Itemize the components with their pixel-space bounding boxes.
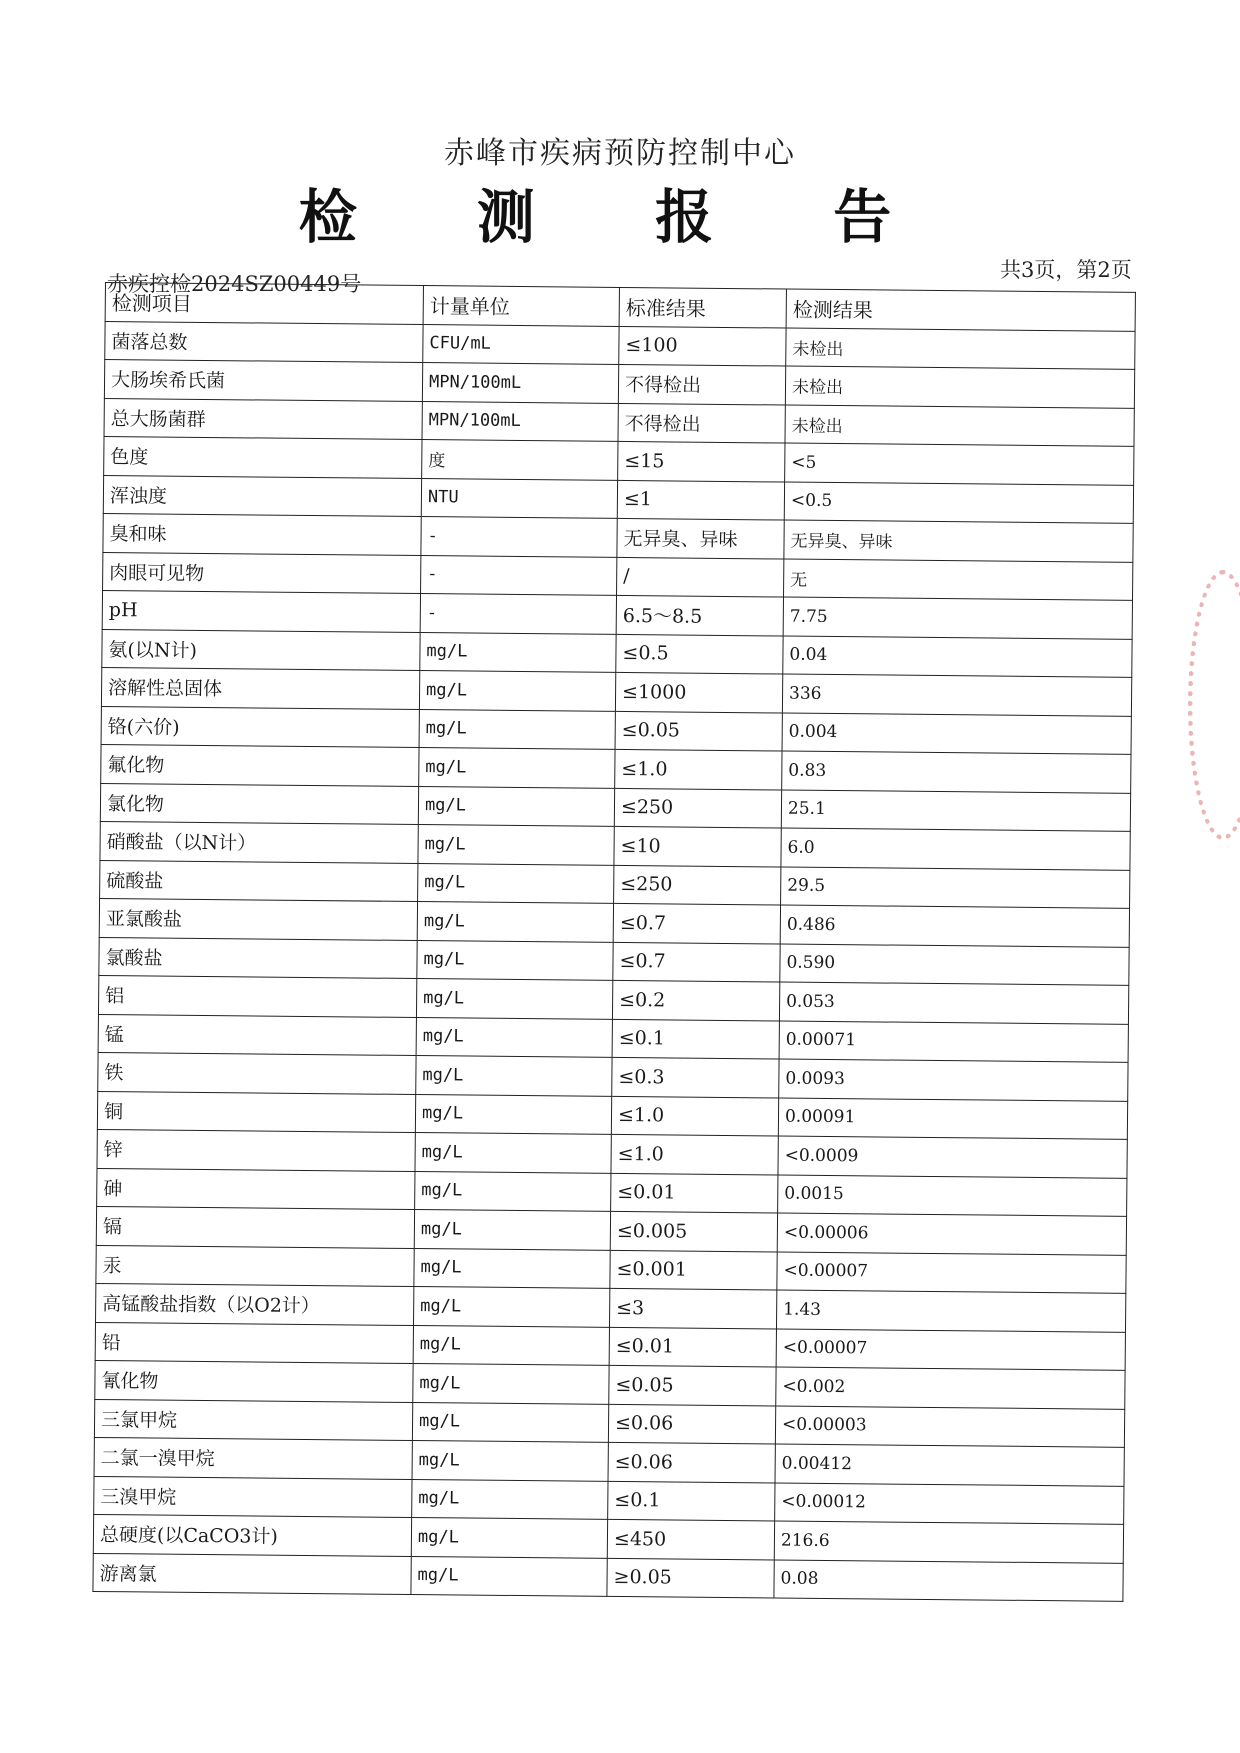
standard-cell: ≤0.001 [610, 1250, 777, 1290]
item-name-cell: 砷 [97, 1168, 415, 1210]
standard-cell: ≤0.06 [608, 1442, 775, 1482]
item-name-cell: 肉眼可见物 [103, 552, 421, 594]
column-header-result: 检测结果 [786, 289, 1135, 331]
unit-cell: mg/L [420, 632, 616, 672]
result-cell: 0.004 [782, 713, 1131, 755]
result-cell: 0.053 [779, 982, 1128, 1024]
result-cell: 0.0093 [779, 1059, 1128, 1101]
item-name-cell: 浑浊度 [103, 475, 421, 517]
standard-cell: ≤1.0 [611, 1096, 778, 1136]
result-cell: 25.1 [781, 790, 1130, 832]
unit-cell: mg/L [411, 1518, 607, 1558]
result-cell: 1.43 [776, 1290, 1125, 1332]
page-info: 共3页，第2页 [1000, 258, 1132, 282]
standard-cell: ≤0.005 [610, 1211, 777, 1251]
item-name-cell: 高锰酸盐指数（以O2计） [96, 1283, 414, 1325]
item-name-cell: 铝 [98, 975, 416, 1017]
standard-cell: 6.5～8.5 [616, 595, 783, 635]
column-header-item: 检测项目 [105, 283, 423, 325]
result-cell: 0.00071 [779, 1021, 1128, 1063]
item-name-cell: 臭和味 [103, 513, 421, 555]
item-name-cell: 三溴甲烷 [94, 1476, 412, 1518]
standard-cell: ≤0.7 [613, 903, 780, 943]
standard-cell: ≤0.05 [615, 711, 782, 751]
unit-cell: mg/L [415, 1171, 611, 1211]
organization-name: 赤峰市疾病预防控制中心 [444, 136, 796, 171]
standard-cell: / [617, 557, 784, 597]
item-name-cell: 大肠埃希氏菌 [104, 360, 422, 402]
column-header-standard: 标准结果 [619, 287, 786, 327]
standard-cell: ≤0.1 [608, 1481, 775, 1521]
standard-cell: ≤250 [614, 865, 781, 905]
result-cell: <0.00007 [777, 1251, 1126, 1293]
item-name-cell: 氯酸盐 [99, 937, 417, 979]
item-name-cell: 亚氯酸盐 [99, 898, 417, 940]
item-name-cell: 游离氯 [93, 1553, 411, 1595]
unit-cell: - [421, 555, 617, 595]
unit-cell: mg/L [419, 671, 615, 711]
standard-cell: ≤1000 [615, 672, 782, 712]
results-sheet [92, 282, 1135, 1602]
column-header-unit: 计量单位 [423, 286, 619, 326]
unit-cell: mg/L [419, 748, 615, 788]
result-cell: 未检出 [786, 328, 1135, 370]
standard-cell: ≤0.2 [612, 980, 779, 1020]
item-name-cell: 色度 [104, 436, 422, 478]
standard-cell: ≤450 [607, 1519, 774, 1559]
unit-cell: mg/L [412, 1441, 608, 1481]
standard-cell: ≤1 [617, 480, 784, 520]
standard-cell: ≤10 [614, 826, 781, 866]
standard-cell: ≤0.05 [609, 1365, 776, 1405]
item-name-cell: 总大肠菌群 [104, 398, 422, 440]
unit-cell: mg/L [413, 1325, 609, 1365]
result-cell: <0.00012 [775, 1482, 1124, 1524]
unit-cell: mg/L [419, 709, 615, 749]
standard-cell: ≤0.01 [611, 1173, 778, 1213]
standard-cell: 不得检出 [618, 364, 785, 404]
item-name-cell: 氨(以N计) [102, 629, 420, 671]
result-cell: <0.00003 [775, 1405, 1124, 1447]
item-name-cell: 铬(六价) [101, 706, 419, 748]
unit-cell: mg/L [411, 1556, 607, 1596]
result-cell: 0.0015 [778, 1175, 1127, 1217]
unit-cell: mg/L [412, 1402, 608, 1442]
standard-cell: 无异臭、异味 [617, 518, 784, 558]
unit-cell: mg/L [414, 1210, 610, 1250]
unit-cell: mg/L [418, 825, 614, 865]
result-cell: <5 [785, 443, 1134, 485]
item-name-cell: 氯化物 [100, 783, 418, 825]
result-cell: 未检出 [785, 405, 1134, 447]
unit-cell: - [420, 594, 616, 634]
result-cell: 336 [782, 674, 1131, 716]
result-cell: 未检出 [785, 366, 1134, 408]
results-body [93, 321, 1135, 1601]
report-title: 检 测 报 告 [298, 183, 942, 251]
unit-cell: mg/L [418, 786, 614, 826]
unit-cell: mg/L [417, 902, 613, 942]
unit-cell: mg/L [416, 979, 612, 1019]
result-cell: 6.0 [781, 828, 1130, 870]
item-name-cell: 总硬度(以CaCO3计) [93, 1514, 411, 1556]
standard-cell: ≤0.01 [609, 1327, 776, 1367]
result-cell: 0.83 [782, 751, 1131, 793]
result-cell: 0.590 [780, 944, 1129, 986]
unit-cell: mg/L [413, 1364, 609, 1404]
item-name-cell: 氟化物 [101, 744, 419, 786]
item-name-cell: 铅 [95, 1322, 413, 1364]
result-cell: 0.08 [774, 1559, 1123, 1601]
item-name-cell: 锌 [97, 1129, 415, 1171]
standard-cell: ≤0.06 [608, 1404, 775, 1444]
unit-cell: mg/L [414, 1248, 610, 1288]
result-cell: 0.04 [783, 636, 1132, 678]
result-cell: 0.00412 [775, 1444, 1124, 1486]
standard-cell: ≤0.7 [613, 942, 780, 982]
result-cell: 无异臭、异味 [784, 520, 1133, 562]
unit-cell: CFU/mL [423, 324, 619, 364]
standard-cell: ≤1.0 [615, 749, 782, 789]
unit-cell: mg/L [416, 1017, 612, 1057]
item-name-cell: 镉 [96, 1206, 414, 1248]
result-cell: <0.00006 [777, 1213, 1126, 1255]
standard-cell: ≤0.3 [612, 1057, 779, 1097]
item-name-cell: 汞 [96, 1245, 414, 1287]
unit-cell: mg/L [415, 1133, 611, 1173]
item-name-cell: 菌落总数 [105, 321, 423, 363]
unit-cell: 度 [422, 440, 618, 480]
standard-cell: ≤250 [614, 788, 781, 828]
item-name-cell: 铁 [98, 1052, 416, 1094]
result-cell: 216.6 [774, 1521, 1123, 1563]
standard-cell: ≥0.05 [607, 1558, 774, 1598]
result-cell: 0.486 [780, 905, 1129, 947]
results-table [92, 282, 1136, 1602]
result-cell: <0.002 [776, 1367, 1125, 1409]
result-cell: <0.00007 [776, 1328, 1125, 1370]
item-name-cell: 溶解性总固体 [101, 667, 419, 709]
unit-cell: MPN/100mL [422, 363, 618, 403]
unit-cell: MPN/100mL [422, 401, 618, 441]
item-name-cell: 三氯甲烷 [94, 1399, 412, 1441]
standard-cell: 不得检出 [618, 403, 785, 443]
item-name-cell: 氰化物 [95, 1360, 413, 1402]
result-cell: 7.75 [783, 597, 1132, 639]
result-cell: 29.5 [781, 867, 1130, 909]
report-number: 赤疾控检2024SZ00449号 [107, 272, 362, 296]
result-cell: 0.00091 [778, 1098, 1127, 1140]
unit-cell: mg/L [415, 1094, 611, 1134]
unit-cell: mg/L [416, 1056, 612, 1096]
standard-cell: ≤1.0 [611, 1134, 778, 1174]
unit-cell: - [421, 517, 617, 557]
red-seal-stamp [1188, 570, 1240, 840]
standard-cell: ≤15 [618, 441, 785, 481]
standard-cell: ≤3 [609, 1288, 776, 1328]
item-name-cell: 硝酸盐（以N计） [100, 821, 418, 863]
result-cell: <0.0009 [778, 1136, 1127, 1178]
result-cell: 无 [784, 559, 1133, 601]
item-name-cell: 二氯一溴甲烷 [94, 1437, 412, 1479]
standard-cell: ≤100 [619, 326, 786, 366]
unit-cell: mg/L [412, 1479, 608, 1519]
unit-cell: mg/L [418, 863, 614, 903]
item-name-cell: 硫酸盐 [100, 860, 418, 902]
result-cell: <0.5 [784, 482, 1133, 524]
unit-cell: mg/L [414, 1287, 610, 1327]
standard-cell: ≤0.1 [612, 1019, 779, 1059]
standard-cell: ≤0.5 [616, 634, 783, 674]
unit-cell: mg/L [417, 940, 613, 980]
item-name-cell: 锰 [98, 1014, 416, 1056]
unit-cell: NTU [421, 478, 617, 518]
item-name-cell: pH [102, 590, 420, 632]
item-name-cell: 铜 [97, 1091, 415, 1133]
